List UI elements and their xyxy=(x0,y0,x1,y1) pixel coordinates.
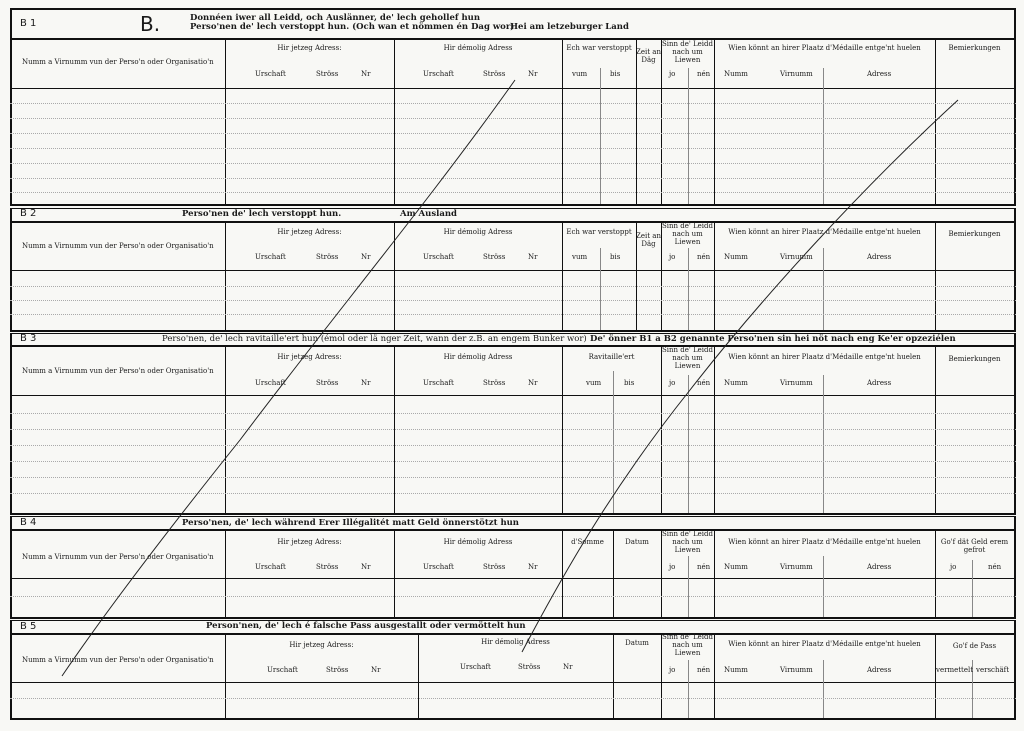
locality-header: Urschaft xyxy=(255,563,286,571)
section-title: Perso'nen, de' lech ravitaille'ert hun (émol oder lä nger Zeit, wann der z.B. an engem Bunker wor) xyxy=(162,334,587,344)
medal-header: Wien könnt an hirer Plaatz d'Médaille entge'nt huelen xyxy=(728,44,921,52)
from-header: vum xyxy=(586,379,602,387)
yes-header: jo xyxy=(950,563,957,571)
medal-address-header: Adress xyxy=(867,70,892,78)
section-title: Perso'nen, de' lech während Erer Illégalitét matt Geld önnerstötzt hun xyxy=(182,518,519,528)
number-header: Nr xyxy=(361,253,371,261)
medal-firstname-header: Virnumm xyxy=(780,563,813,571)
section-title: Perso'nen de' lech verstoppt hun. xyxy=(182,209,342,219)
current-address-header: Hir jetzeg Adress: xyxy=(277,538,342,546)
money-back-header: Go'f dät Geld erem gefrot xyxy=(940,538,1009,554)
section-subtitle-2: Hei am letzeburger Land xyxy=(510,22,629,32)
section-subtitle: Am Ausland xyxy=(400,209,457,219)
locality-header: Urschaft xyxy=(423,379,454,387)
remarks-header: Bemierkungen xyxy=(948,355,1001,363)
medal-firstname-header: Virnumm xyxy=(780,666,813,674)
name-column-header: Numm a Virnumm vun der Perso'n oder Organisatio'n xyxy=(22,553,214,561)
section-subtitle: Perso'nen de' lech verstoppt hun. (Och wan et nömmen én Dag wor) xyxy=(190,22,515,32)
medal-name-header: Numm xyxy=(724,379,748,387)
to-header: bis xyxy=(624,379,635,387)
date-header: Datum xyxy=(625,639,649,647)
medal-name-header: Numm xyxy=(724,70,748,78)
former-address-header: Hir démolig Adress xyxy=(443,538,513,546)
section-b4 xyxy=(10,516,1016,619)
street-header: Ströss xyxy=(483,253,506,261)
locality-header: Urschaft xyxy=(255,253,286,261)
no-header: nén xyxy=(697,253,711,261)
medal-header: Wien könnt an hirer Plaatz d'Médaille entge'nt huelen xyxy=(728,640,921,648)
no-header: nén xyxy=(988,563,1002,571)
pass-header: Go'f de Pass xyxy=(952,642,997,650)
lifesaved-header: Sinn de' Leidd nach um Liewen xyxy=(661,633,714,657)
yes-header: jo xyxy=(669,666,676,674)
locality-header: Urschaft xyxy=(423,253,454,261)
name-column-header: Numm a Virnumm vun der Perso'n oder Organisatio'n xyxy=(22,242,214,250)
locality-header: Urschaft xyxy=(460,663,491,671)
current-address-header: Hir jetzeg Adress: xyxy=(277,44,342,52)
medal-firstname-header: Virnumm xyxy=(780,379,813,387)
form-letter: B. xyxy=(140,12,161,36)
street-header: Ströss xyxy=(518,663,541,671)
section-b1 xyxy=(10,8,1016,206)
section-b3 xyxy=(10,333,1016,515)
current-address-header: Hir jetzeg Adress: xyxy=(277,228,342,236)
number-header: Nr xyxy=(361,563,371,571)
locality-header: Urschaft xyxy=(267,666,298,674)
number-header: Nr xyxy=(563,663,573,671)
street-header: Ströss xyxy=(316,253,339,261)
no-header: nén xyxy=(697,379,711,387)
obtained-header: verschäft xyxy=(976,666,1010,674)
no-header: nén xyxy=(697,563,711,571)
section-title: Person'nen, de' lech é falsche Pass ausgestallt oder vermöttelt hun xyxy=(206,621,526,631)
medal-name-header: Numm xyxy=(724,253,748,261)
number-header: Nr xyxy=(361,70,371,78)
locality-header: Urschaft xyxy=(255,70,286,78)
hidden-header: Ech war verstoppt xyxy=(566,44,632,52)
medal-name-header: Numm xyxy=(724,666,748,674)
former-address-header: Hir démolig Adress xyxy=(443,228,513,236)
medal-firstname-header: Virnumm xyxy=(780,70,813,78)
current-address-header: Hir jetzeg Adress: xyxy=(277,353,342,361)
no-header: nén xyxy=(697,666,711,674)
remarks-header: Bemierkungen xyxy=(948,44,1001,52)
street-header: Ströss xyxy=(316,563,339,571)
medal-address-header: Adress xyxy=(867,666,892,674)
days-header: Zeit an Däg xyxy=(636,48,661,64)
current-address-header: Hir jetzeg Adress: xyxy=(289,641,354,649)
medal-address-header: Adress xyxy=(867,563,892,571)
section-b5 xyxy=(10,620,1016,720)
section-code: B 1 xyxy=(20,18,37,29)
street-header: Ströss xyxy=(483,379,506,387)
section-subtitle: De' önner B1 a B2 genannte Perso'nen sin hei nöt nach eng Ke'er opzeziélen xyxy=(590,334,956,344)
medal-header: Wien könnt an hirer Plaatz d'Médaille entge'nt huelen xyxy=(728,538,921,546)
locality-header: Urschaft xyxy=(255,379,286,387)
supplied-header: Ravitaille'ert xyxy=(588,353,635,361)
lifesaved-header: Sinn de' Leidd nach um Liewen xyxy=(661,222,714,246)
lifesaved-header: Sinn de' Leidd nach um Liewen xyxy=(661,530,714,554)
remarks-header: Bemierkungen xyxy=(948,230,1001,238)
number-header: Nr xyxy=(528,379,538,387)
from-header: vum xyxy=(572,253,588,261)
medal-name-header: Numm xyxy=(724,563,748,571)
number-header: Nr xyxy=(528,253,538,261)
issued-header: vermettelt xyxy=(936,666,974,674)
hidden-header: Ech war verstoppt xyxy=(566,228,632,236)
former-address-header: Hir démolig Adress xyxy=(443,44,513,52)
medal-header: Wien könnt an hirer Plaatz d'Médaille entge'nt huelen xyxy=(728,228,921,236)
number-header: Nr xyxy=(528,563,538,571)
yes-header: jo xyxy=(669,253,676,261)
street-header: Ströss xyxy=(483,70,506,78)
number-header: Nr xyxy=(371,666,381,674)
yes-header: jo xyxy=(669,563,676,571)
locality-header: Urschaft xyxy=(423,563,454,571)
locality-header: Urschaft xyxy=(423,70,454,78)
former-address-header: Hir démolig Adress xyxy=(443,353,513,361)
section-title: Donnéen iwer all Leidd, och Auslänner, de' lech gehollef hun xyxy=(190,13,481,23)
sum-header: d'Somme xyxy=(571,538,604,546)
name-column-header: Numm a Virnumm vun der Perso'n oder Organisatio'n xyxy=(22,656,214,664)
street-header: Ströss xyxy=(326,666,349,674)
section-code: B 2 xyxy=(20,208,37,219)
medal-address-header: Adress xyxy=(867,253,892,261)
former-address-header: Hir démolig Adress xyxy=(481,638,550,646)
section-code: B 5 xyxy=(20,621,37,632)
lifesaved-header: Sinn de' Leidd nach um Liewen xyxy=(661,40,714,64)
number-header: Nr xyxy=(528,70,538,78)
street-header: Ströss xyxy=(316,70,339,78)
days-header: Zeit an Däg xyxy=(636,232,661,248)
yes-header: jo xyxy=(669,379,676,387)
yes-header: jo xyxy=(669,70,676,78)
section-b2 xyxy=(10,208,1016,332)
medal-address-header: Adress xyxy=(867,379,892,387)
street-header: Ströss xyxy=(483,563,506,571)
lifesaved-header: Sinn de' Leidd nach um Liewen xyxy=(661,346,714,370)
medal-header: Wien könnt an hirer Plaatz d'Médaille entge'nt huelen xyxy=(728,353,921,361)
no-header: nén xyxy=(697,70,711,78)
name-column-header: Numm a Virnumm vun der Perso'n oder Organisatio'n xyxy=(22,367,214,375)
to-header: bis xyxy=(610,70,621,78)
street-header: Ströss xyxy=(316,379,339,387)
section-code: B 4 xyxy=(20,517,37,528)
to-header: bis xyxy=(610,253,621,261)
date-header: Datum xyxy=(625,538,649,546)
from-header: vum xyxy=(572,70,588,78)
section-code: B 3 xyxy=(20,333,37,344)
number-header: Nr xyxy=(361,379,371,387)
name-column-header: Numm a Virnumm vun der Perso'n oder Organisatio'n xyxy=(22,58,214,66)
medal-firstname-header: Virnumm xyxy=(780,253,813,261)
